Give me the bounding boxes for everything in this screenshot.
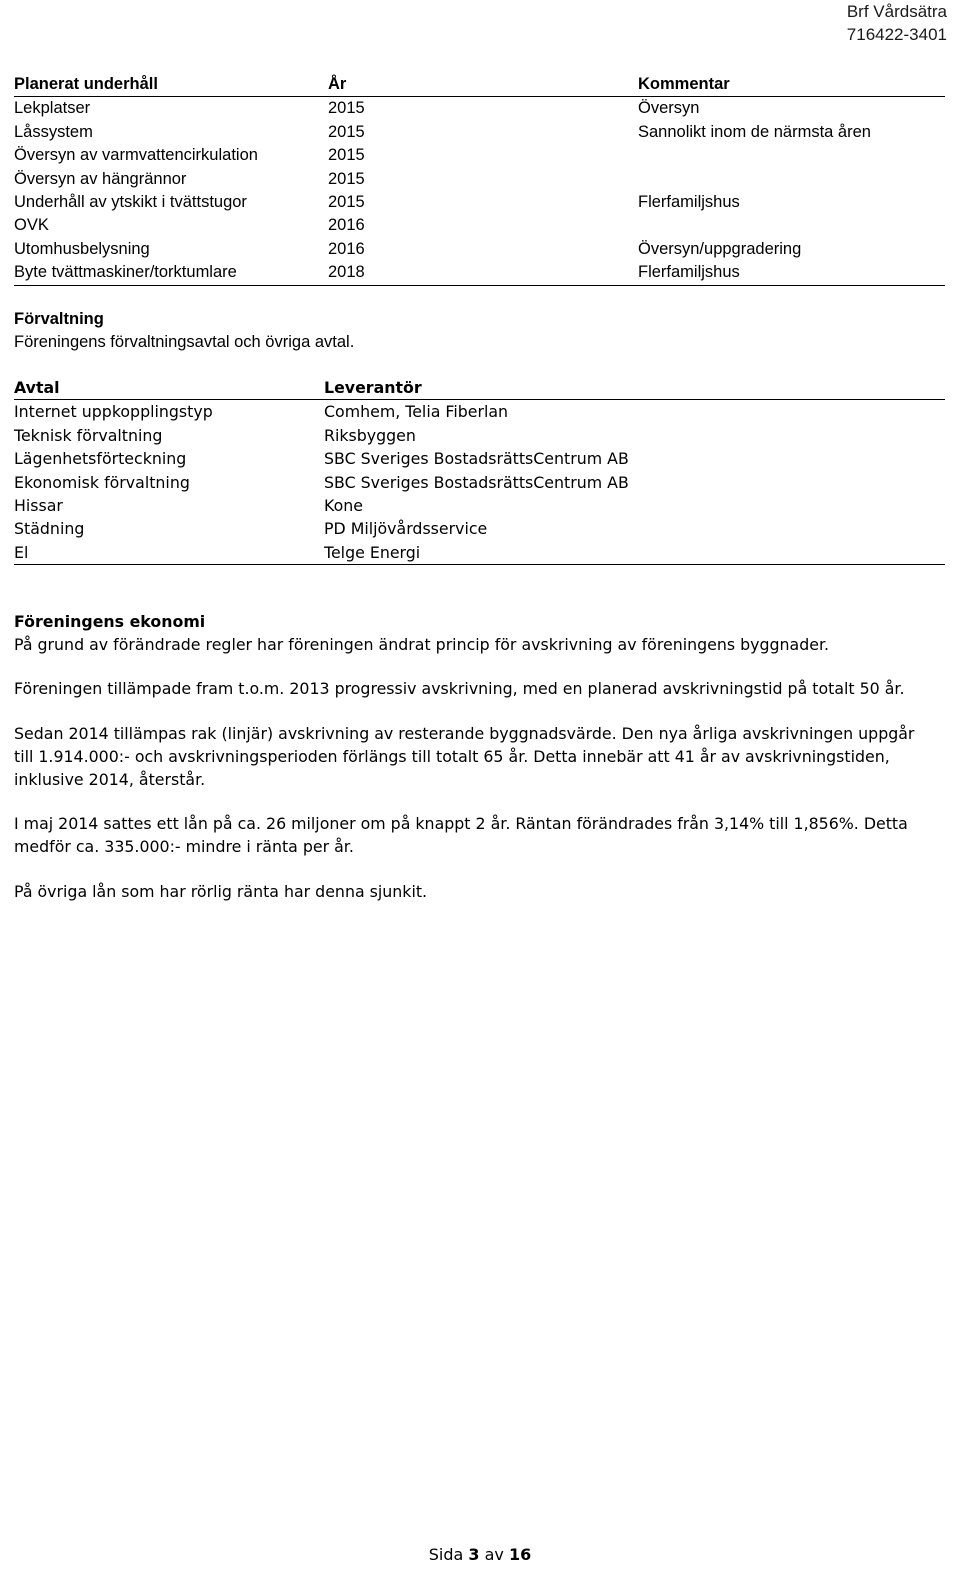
contract-name: Teknisk förvaltning [14, 425, 163, 445]
table-row [14, 191, 945, 214]
maintenance-comment [638, 214, 945, 237]
maintenance-year: 2015 [328, 122, 365, 141]
economy-section [14, 610, 934, 924]
contract-supplier: Riksbyggen [324, 425, 416, 445]
economy-paragraph-2: Föreningen tillämpade fram t.o.m. 2013 progressiv avskrivning, med en planerad avskrivningstid på totalt 50 år. [14, 679, 905, 699]
management-section [14, 308, 945, 355]
org-number: 716422-3401 [846, 25, 947, 44]
table-row [14, 471, 945, 494]
management-text: Föreningens förvaltningsavtal och övriga avtal. [14, 333, 355, 352]
maintenance-item: Översyn av hängrännor [14, 169, 187, 188]
table-row [14, 238, 945, 261]
maintenance-comment [638, 144, 945, 167]
page-header [847, 0, 947, 46]
page-of-label: av [484, 1545, 504, 1564]
table-row [14, 494, 945, 517]
maintenance-item: Låssystem [14, 122, 93, 141]
maintenance-table-body [14, 97, 945, 285]
column-header-contract: Avtal [14, 378, 60, 397]
contracts-table-header [14, 376, 945, 400]
column-header-comment: Kommentar [638, 75, 730, 93]
contract-name: Städning [14, 519, 85, 539]
contract-supplier: SBC Sveriges BostadsrättsCentrum AB [324, 472, 629, 492]
economy-title: Föreningens ekonomi [14, 612, 206, 631]
contract-name: El [14, 542, 29, 562]
contract-name: Ekonomisk förvaltning [14, 472, 190, 492]
maintenance-comment: Översyn/uppgradering [638, 239, 802, 258]
page-total: 16 [509, 1545, 532, 1564]
table-row [14, 541, 945, 564]
maintenance-year: 2015 [328, 193, 365, 212]
maintenance-table-header [14, 73, 945, 97]
maintenance-comment: Flerfamiljshus [638, 263, 740, 282]
page-number: 3 [468, 1545, 480, 1564]
maintenance-year: 2015 [328, 146, 365, 165]
maintenance-item: Lekplatser [14, 99, 91, 118]
table-row [14, 261, 945, 284]
table-row [14, 517, 945, 540]
maintenance-year: 2016 [328, 216, 365, 235]
economy-paragraph-1: På grund av förändrade regler har föreningen ändrat princip för avskrivning av föreningens byggnader. [14, 635, 830, 655]
table-row [14, 121, 945, 144]
economy-paragraph-3: Sedan 2014 tillämpas rak (linjär) avskrivning av resterande byggnadsvärde. Den nya årliga avskrivningen uppgår till 1.914.000:- och avskrivningsperioden förlängs till totalt 65 år. Detta innebär att 41 år av avskrivningstiden, inklusive 2014, återstår. [14, 723, 915, 790]
maintenance-comment: Översyn [638, 99, 700, 118]
contracts-table-body [14, 400, 945, 565]
column-header-supplier: Leverantör [324, 378, 422, 397]
contract-supplier: Telge Energi [324, 542, 421, 562]
table-row [14, 400, 945, 423]
maintenance-item: Översyn av varmvattencirkulation [14, 146, 258, 165]
maintenance-year: 2015 [328, 99, 365, 118]
table-row [14, 447, 945, 470]
contract-supplier: Kone [324, 496, 363, 516]
contract-name: Lägenhetsförteckning [14, 449, 187, 469]
column-header-planned-maintenance: Planerat underhåll [14, 75, 158, 93]
maintenance-item: OVK [14, 216, 49, 235]
maintenance-item: Underhåll av ytskikt i tvättstugor [14, 193, 247, 212]
economy-paragraph-5: På övriga lån som har rörlig ränta har denna sjunkit. [14, 881, 428, 901]
contracts-table [14, 376, 945, 565]
table-row [14, 168, 945, 191]
maintenance-table [14, 73, 945, 286]
maintenance-year: 2018 [328, 263, 365, 282]
maintenance-year: 2015 [328, 169, 365, 188]
table-row [14, 97, 945, 120]
page-footer [0, 1545, 960, 1564]
table-row [14, 214, 945, 237]
maintenance-item: Utomhusbelysning [14, 239, 150, 258]
maintenance-comment [638, 168, 945, 191]
column-header-year: År [328, 75, 347, 93]
table-row [14, 424, 945, 447]
contract-supplier: SBC Sveriges BostadsrättsCentrum AB [324, 449, 629, 469]
maintenance-comment: Sannolikt inom de närmsta åren [638, 122, 871, 141]
maintenance-year: 2016 [328, 239, 365, 258]
contract-supplier: PD Miljövårdsservice [324, 519, 488, 539]
contract-name: Internet uppkopplingstyp [14, 402, 213, 422]
table-row [14, 144, 945, 167]
economy-paragraph-4: I maj 2014 sattes ett lån på ca. 26 miljoner om på knappt 2 år. Räntan förändrades från 3,14% till 1,856%. Detta medför ca. 335.000:- mindre i ränta per år. [14, 814, 908, 857]
maintenance-item: Byte tvättmaskiner/torktumlare [14, 263, 237, 282]
management-title: Förvaltning [14, 310, 104, 328]
contract-supplier: Comhem, Telia Fiberlan [324, 402, 509, 422]
contract-name: Hissar [14, 496, 63, 516]
org-name: Brf Vårdsätra [846, 2, 947, 21]
page-label: Sida [428, 1545, 464, 1564]
maintenance-comment: Flerfamiljshus [638, 193, 740, 212]
